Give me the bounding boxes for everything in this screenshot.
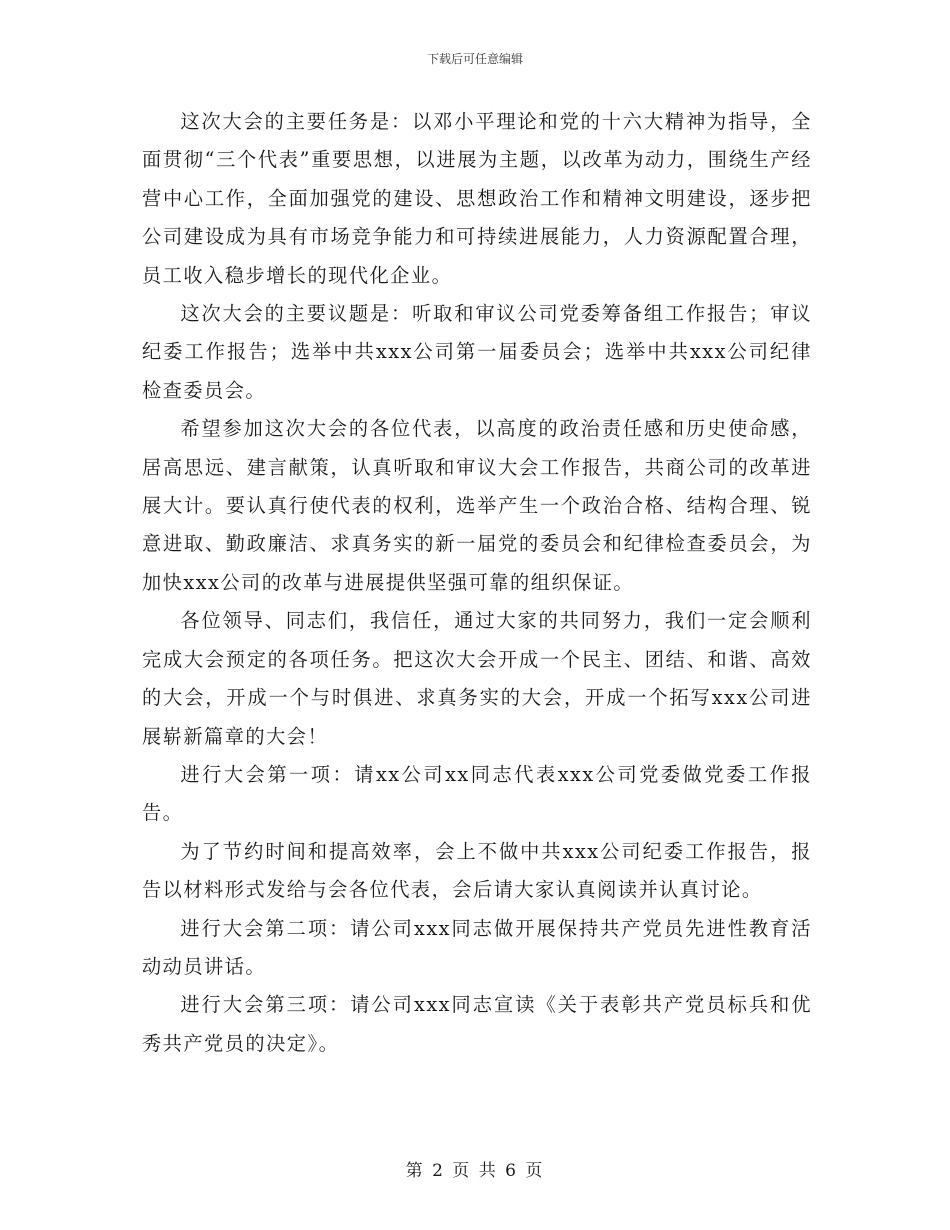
page-number: 第 2 页 共 6 页 bbox=[405, 1161, 545, 1181]
paragraph-efficiency-note: 为了节约时间和提高效率，会上不做中共xxx公司纪委工作报告，报告以材料形式发给与会各位代表，会后请大家认真阅读并认真讨论。 bbox=[142, 839, 812, 902]
paragraph-agenda-item-2: 进行大会第二项：请公司xxx同志做开展保持共产党员先进性教育活动动员讲话。 bbox=[142, 916, 812, 978]
paragraph-agenda-item-3: 进行大会第三项：请公司xxx同志宣读《关于表彰共产党员标兵和优秀共产党员的决定》。 bbox=[142, 993, 812, 1055]
paragraph-hope-delegates: 希望参加这次大会的各位代表，以高度的政治责任感和历史使命感，居高思远、建言献策，认真听取和审议大会工作报告，共商公司的改革进展大计。要认真行使代表的权利，选举产生一个政治合格、结构合理、锐意进取、勤政廉洁、求真务实的新一届党的委员会和纪律检查委员会，为加快xxx公司的改革与进展提供坚强可靠的组织保证。 bbox=[142, 417, 812, 594]
paragraph-main-topics: 这次大会的主要议题是：听取和审议公司党委筹备组工作报告；审议纪委工作报告；选举中共xxx公司第一届委员会；选举中共xxx公司纪律检查委员会。 bbox=[142, 302, 812, 402]
paragraph-main-tasks: 这次大会的主要任务是：以邓小平理论和党的十六大精神为指导，全面贯彻“三个代表”重要思想，以进展为主题，以改革为动力，围绕生产经营中心工作，全面加强党的建设、思想政治工作和精神文明建设，逐步把公司建设成为具有市场竞争能力和可持续进展能力，人力资源配置合理，员工收入稳步增长的现代化企业。 bbox=[142, 110, 812, 287]
paragraph-confidence: 各位领导、同志们，我信任，通过大家的共同努力，我们一定会顺利完成大会预定的各项任务。把这次大会开成一个民主、团结、和谐、高效的大会，开成一个与时俱进、求真务实的大会，开成一个拓写xxx公司进展崭新篇章的大会！ bbox=[142, 609, 812, 748]
page-header-note: 下载后可任意编辑 bbox=[426, 52, 523, 66]
document-body bbox=[142, 103, 812, 1063]
paragraph-agenda-item-1: 进行大会第一项：请xx公司xx同志代表xxx公司党委做党委工作报告。 bbox=[142, 762, 812, 825]
